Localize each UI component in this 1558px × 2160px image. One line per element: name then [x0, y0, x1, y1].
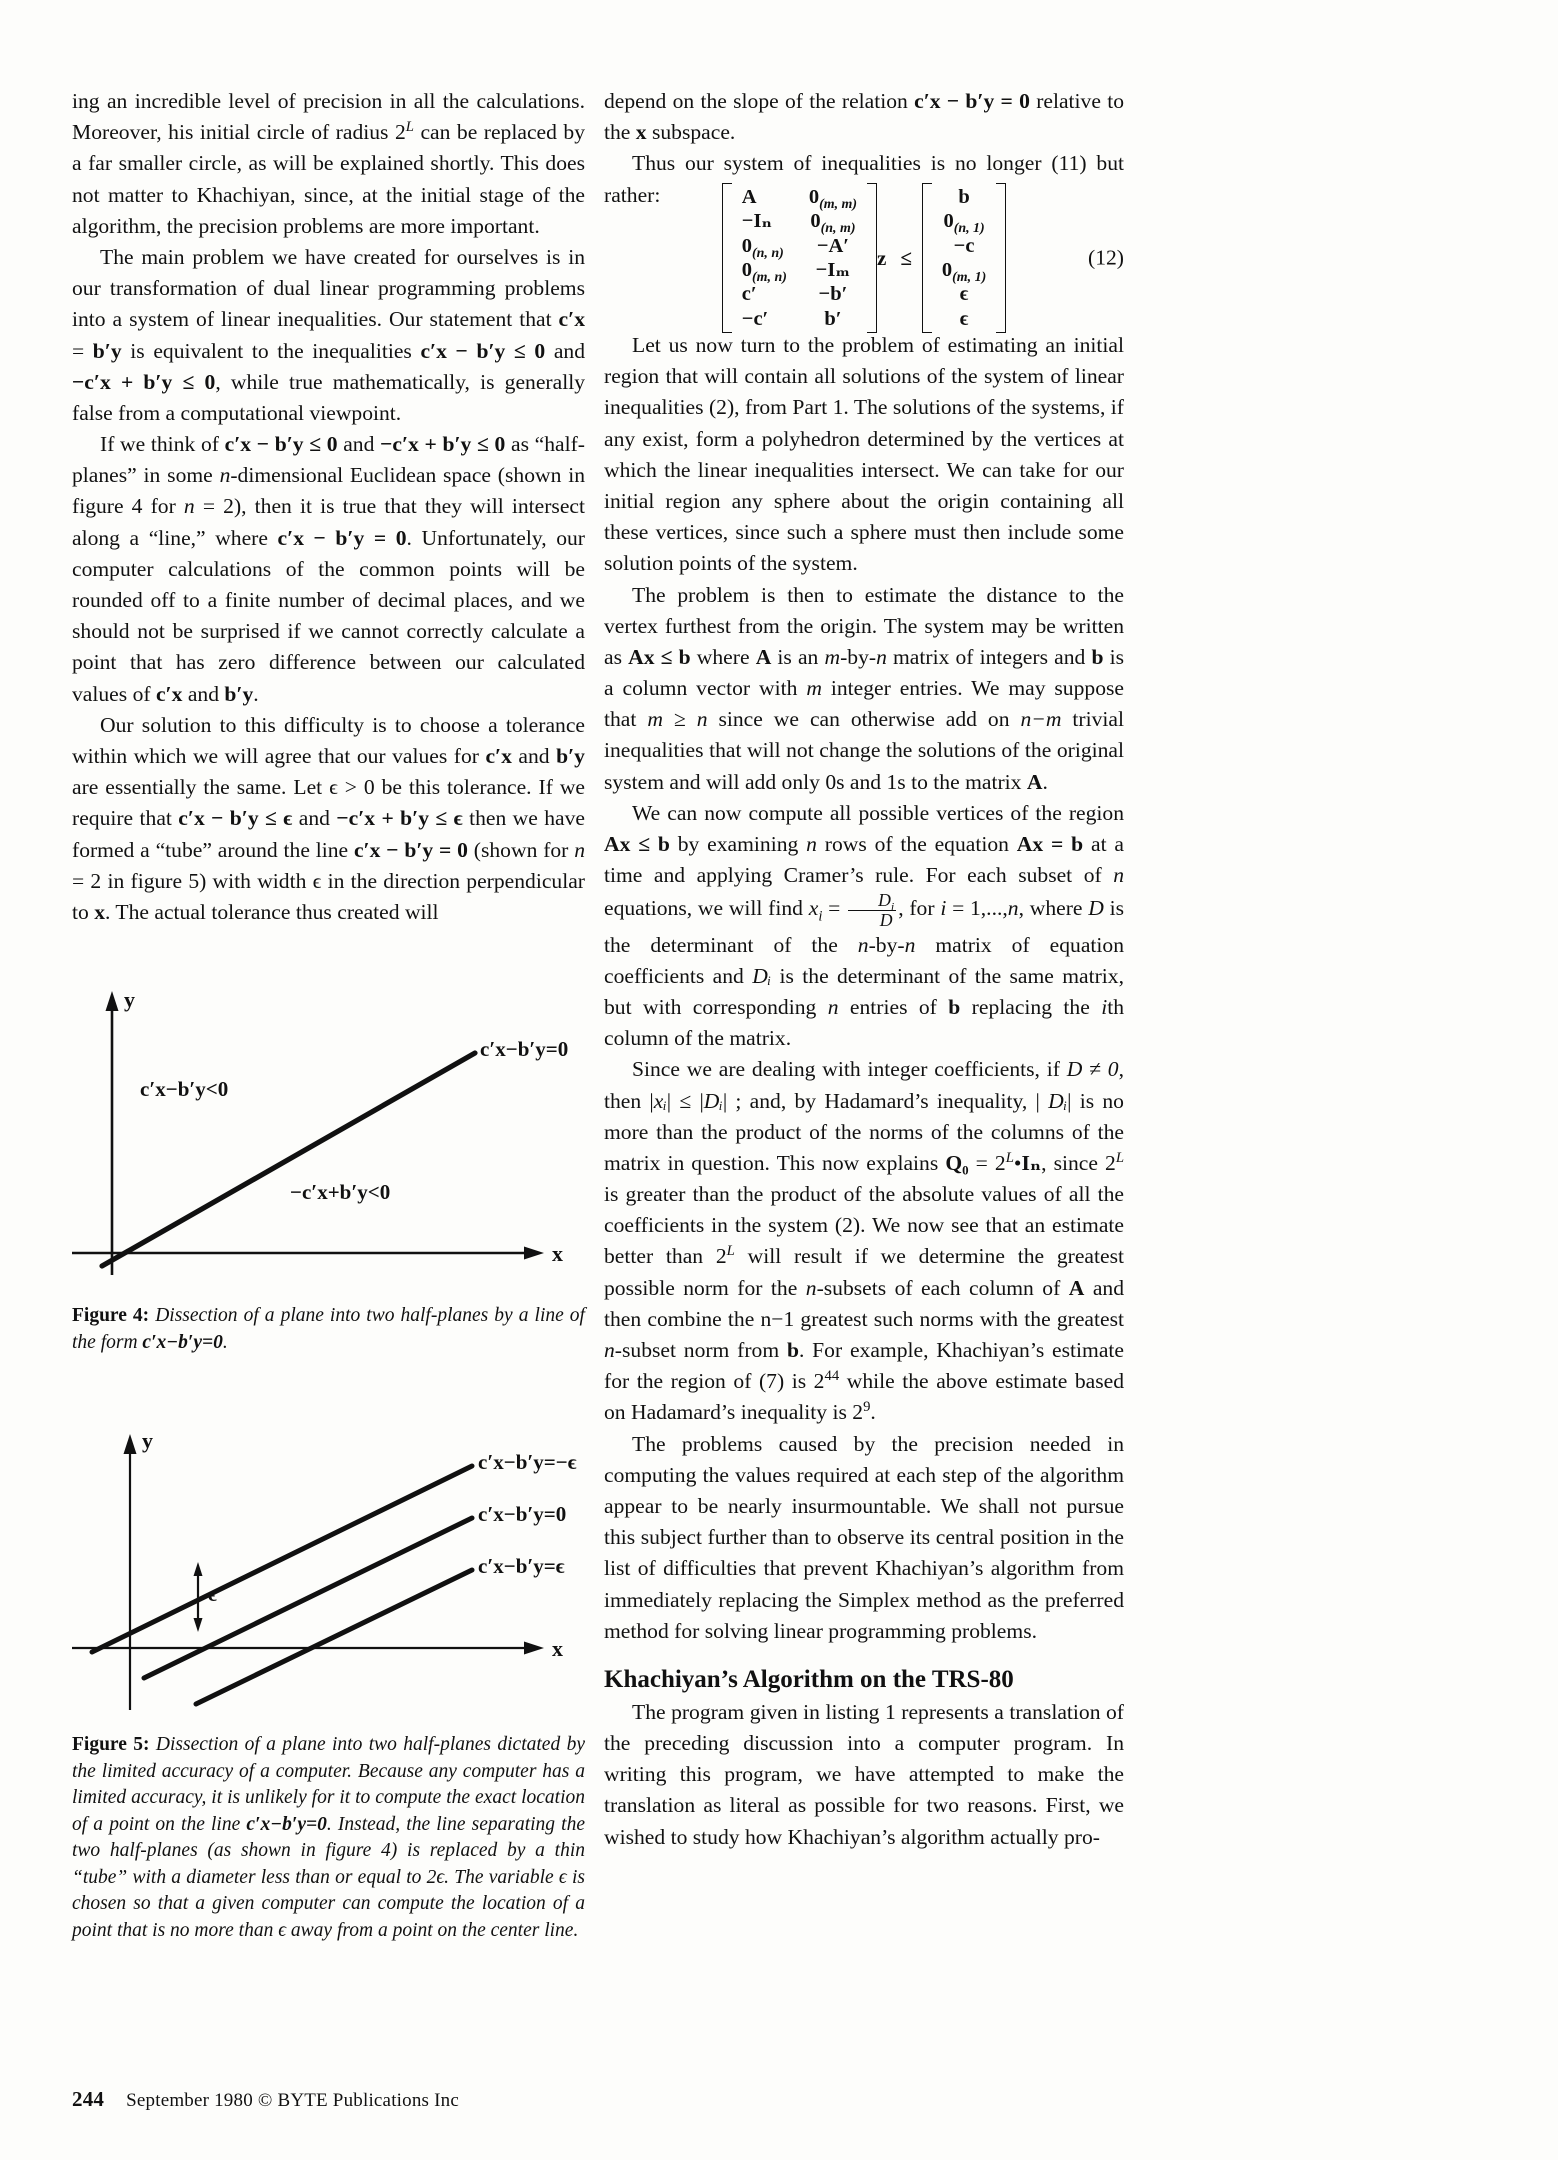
y-axis-arrow: [124, 1434, 137, 1454]
figure-5-caption-lead: Figure 5:: [72, 1734, 150, 1755]
figure-5-x-axis-label: x: [552, 1636, 563, 1661]
figure-4-line-label: c′x−b′y=0: [480, 1037, 569, 1061]
coefficient-matrix-brackets: [722, 183, 877, 333]
matrix-cell: −c′: [741, 307, 769, 330]
figure-5-line-label-lower: c′x−b′y=ϵ: [478, 1554, 565, 1578]
matrix-cell: $0_{(n, n)}$: [741, 234, 784, 261]
left-text-column: [72, 86, 585, 928]
equation-variable: z: [877, 245, 887, 270]
rhs-cell: b: [958, 185, 970, 208]
matrix-cell: A: [741, 185, 757, 208]
rhs-row: [931, 185, 997, 209]
publication-info: September 1980 © BYTE Publications Inc: [126, 2090, 459, 2111]
figure-4-upper-region-label: c′x−b′y<0: [140, 1077, 229, 1101]
figure-5-y-axis-label: y: [142, 1428, 153, 1453]
matrix-row: [731, 209, 868, 233]
figure-4-caption: Figure 4: Dissection of a plane into two half-planes by a line of the form c′x−b′y=0.: [72, 1305, 585, 1353]
matrix-cell: c′: [741, 283, 757, 306]
paragraph-r5: We can now compute all possible vertices of the region Ax ≤ b by examining n rows of the equation Ax = b at a time and applying Cramer’s rule. For each subset of n equations, we will find $x_i$ = $\frac{D_i}{D}$ , for i = 1,...,n, where D is the determinant of the n-by-n matrix of equation coefficients and Dᵢ is the determinant of the same matrix, but with corresponding n entries of b replacing the ith column of the matrix.: [604, 800, 1124, 1051]
matrix-cell: −Iₙ: [741, 210, 773, 233]
x-axis-arrow: [524, 1247, 544, 1260]
tube-line-lower: [196, 1570, 472, 1704]
figure-4-y-axis-label: y: [124, 987, 135, 1012]
rhs-row: [931, 209, 997, 233]
matrix-row: [731, 282, 868, 306]
figure-5-epsilon-label: ϵ: [208, 1582, 217, 1606]
right-text-column-lower: [604, 330, 1124, 1853]
figure-4: [72, 985, 585, 1356]
rhs-cell: $0_{(m, 1)}$: [941, 259, 987, 286]
page-number: 244: [72, 2087, 105, 2111]
matrix-row: [731, 234, 868, 258]
figure-4-x-axis-label: x: [552, 1241, 563, 1266]
paragraph-r8: The program given in listing 1 represents a translation of the preceding discussion into a computer program. In writing this program, we have attempted to make the translation as literal as possible for two reasons. First, we wished to study how Khachiyan’s algorithm actually pro-: [604, 1699, 1124, 1849]
rhs-cell: ϵ: [959, 307, 969, 330]
tube-line-upper: [92, 1466, 472, 1652]
matrix-cell: b′: [824, 307, 842, 330]
epsilon-arrow-head-down: [194, 1618, 203, 1632]
paragraph-p1: ing an incredible level of precision in all the calculations. Moreover, his initial circle of radius $2^L$ can be replaced by a far smaller circle, as will be explained shortly. This does not matter to Khachiyan, since, at the initial stage of the algorithm, the precision problems are more important.: [72, 89, 585, 238]
section-heading: Khachiyan’s Algorithm on the TRS-80: [604, 1665, 1014, 1693]
figure-5-graphic: [72, 1420, 585, 1710]
rhs-vector: [931, 185, 997, 331]
matrix-cell: $0_{(m, m)}$: [808, 185, 858, 212]
rhs-cell: −c: [953, 234, 975, 257]
coefficient-matrix: [731, 185, 868, 331]
paragraph-r2: Thus our system of inequalities is no longer (11) but rather:: [604, 151, 1124, 207]
y-axis-arrow: [106, 991, 119, 1011]
paragraph-p3: If we think of c′x − b′y ≤ 0 and −c′x + b′y ≤ 0 as “half-planes” in some n-dimensional Euclidean space (shown in figure 4 for n = 2), then it is true that they will intersect along a “line,” where c′x − b′y = 0. Unfortunately, our computer calculations of the common points will be rounded off to a finite number of decimal places, and we should not be surprised if we cannot correctly calculate a point that has zero difference between our calculated values of c′x and b′y.: [72, 432, 585, 706]
figure-4-graphic: [72, 985, 585, 1275]
paragraph-r4: The problem is then to estimate the distance to the vertex furthest from the origin. The system may be written as Ax ≤ b where A is an m-by-n matrix of integers and b is a column vector with m integer entries. We may suppose that m ≥ n since we can otherwise add on n−m trivial inequalities that will not change the solutions of the original system and will add only 0s and 1s to the matrix A.: [604, 582, 1125, 794]
epsilon-arrow-head-up: [194, 1562, 203, 1576]
rhs-row: [931, 307, 997, 331]
tube-line-center: [144, 1518, 472, 1678]
rhs-cell: ϵ: [959, 283, 969, 306]
paragraph-r7: The problems caused by the precision needed in computing the values required at each step of the algorithm appear to be nearly insurmountable. We shall not pursue this subject further than to observe its central position in the list of difficulties that prevent Khachiyan’s algorithm from immediately replacing the Simplex method as the preferred method for solving linear programming problems.: [604, 1431, 1124, 1643]
rhs-row: [931, 258, 997, 282]
figure-5-line-label-upper: c′x−b′y=−ϵ: [478, 1450, 577, 1474]
rhs-vector-brackets: [922, 183, 1006, 333]
paragraph-r1: depend on the slope of the relation c′x − b′y = 0 relative to the x subspace.: [604, 89, 1124, 145]
matrix-row: [731, 258, 868, 282]
matrix-cell: −b′: [818, 283, 848, 306]
paragraph-r6: Since we are dealing with integer coefficients, if D ≠ 0, then |xᵢ| ≤ |Dᵢ| ; and, by Hadamard’s inequality, | Dᵢ| is no more than the product of the norms of the columns of the matrix in question. This now explains $Q_0 = 2^L•I_n$, since $2^L$ is greater than the product of the absolute values of all the coefficients in the system (2). We now see that an estimate better than $2^L$ will result if we determine the greatest possible norm for the n-subsets of each column of A and then combine the n−1 greatest such norms with the greatest n-subset norm from b. For example, Khachiyan’s estimate for the region of (7) is $2^{44}$ while the above estimate based on Hadamard’s inequality is $2^9$.: [604, 1057, 1125, 1425]
x-axis-arrow: [524, 1642, 544, 1655]
figure-4-svg: [72, 985, 585, 1275]
equation-12: [604, 186, 1124, 330]
matrix-row: [731, 185, 868, 209]
paragraph-r3: Let us now turn to the problem of estimating an initial region that will contain all solutions of the system of linear inequalities (2), from Part 1. The solutions of the systems, if any exist, form a polyhedron determined by the vertices at which the linear inequalities intersect. We can take for our initial region any sphere about the origin containing all these vertices, since such a sphere must then include some solution points of the system.: [604, 333, 1124, 576]
rhs-row: [931, 282, 997, 306]
figure-4-caption-lead: Figure 4:: [72, 1305, 150, 1326]
matrix-cell: −A′: [816, 234, 850, 257]
equation-number: (12): [1088, 245, 1124, 270]
formula-x-i-equals-d-i-over-d: $x_i$ = $\frac{D_i}{D}$: [808, 890, 895, 930]
page-footer: [72, 2087, 459, 2112]
figure-4-lower-region-label: −c′x+b′y<0: [290, 1180, 391, 1204]
paragraph-p2: The main problem we have created for ourselves is in our transformation of dual linear programming problems into a system of linear inequalities. Our statement that c′x = b′y is equivalent to the inequalities c′x − b′y ≤ 0 and −c′x + b′y ≤ 0, while true mathematically, is generally false from a computational viewpoint.: [72, 244, 585, 425]
equation-relation: ≤: [900, 245, 912, 270]
paragraph-p4: Our solution to this difficulty is to choose a tolerance within which we will agree that our values for c′x and b′y are essentially the same. Let ϵ > 0 be this tolerance. If we require that c′x − b′y ≤ ϵ and −c′x + b′y ≤ ϵ then we have formed a “tube” around the line c′x − b′y = 0 (shown for n = 2 in figure 5) with width ϵ in the direction perpendicular to x. The actual tolerance thus created will: [72, 712, 585, 924]
rhs-cell: $0_{(n, 1)}$: [943, 210, 985, 237]
figure-5-line-label-center: c′x−b′y=0: [478, 1502, 567, 1526]
matrix-cell: −Iₘ: [815, 259, 851, 281]
figure-5: [72, 1420, 585, 1944]
rhs-row: [931, 234, 997, 258]
equation-12-body: [604, 186, 1124, 330]
figure-5-caption: Figure 5: Dissection of a plane into two half-planes dictated by the limited accuracy of a computer. Because any computer has a limited accuracy, it is unlikely for it to compute the exact location of a point on the line c′x−b′y=0. Instead, the line separating the two half-planes (as shown in figure 4) is replaced by a thin “tube” with a diameter less than or equal to 2ϵ. The variable ϵ is chosen so that a given computer can compute the location of a point that is no more than ϵ away from a point on the center line.: [72, 1734, 585, 1941]
matrix-cell: $0_{(n, m)}$: [810, 210, 856, 237]
matrix-cell: $0_{(m, n)}$: [741, 259, 787, 286]
matrix-row: [731, 307, 868, 331]
